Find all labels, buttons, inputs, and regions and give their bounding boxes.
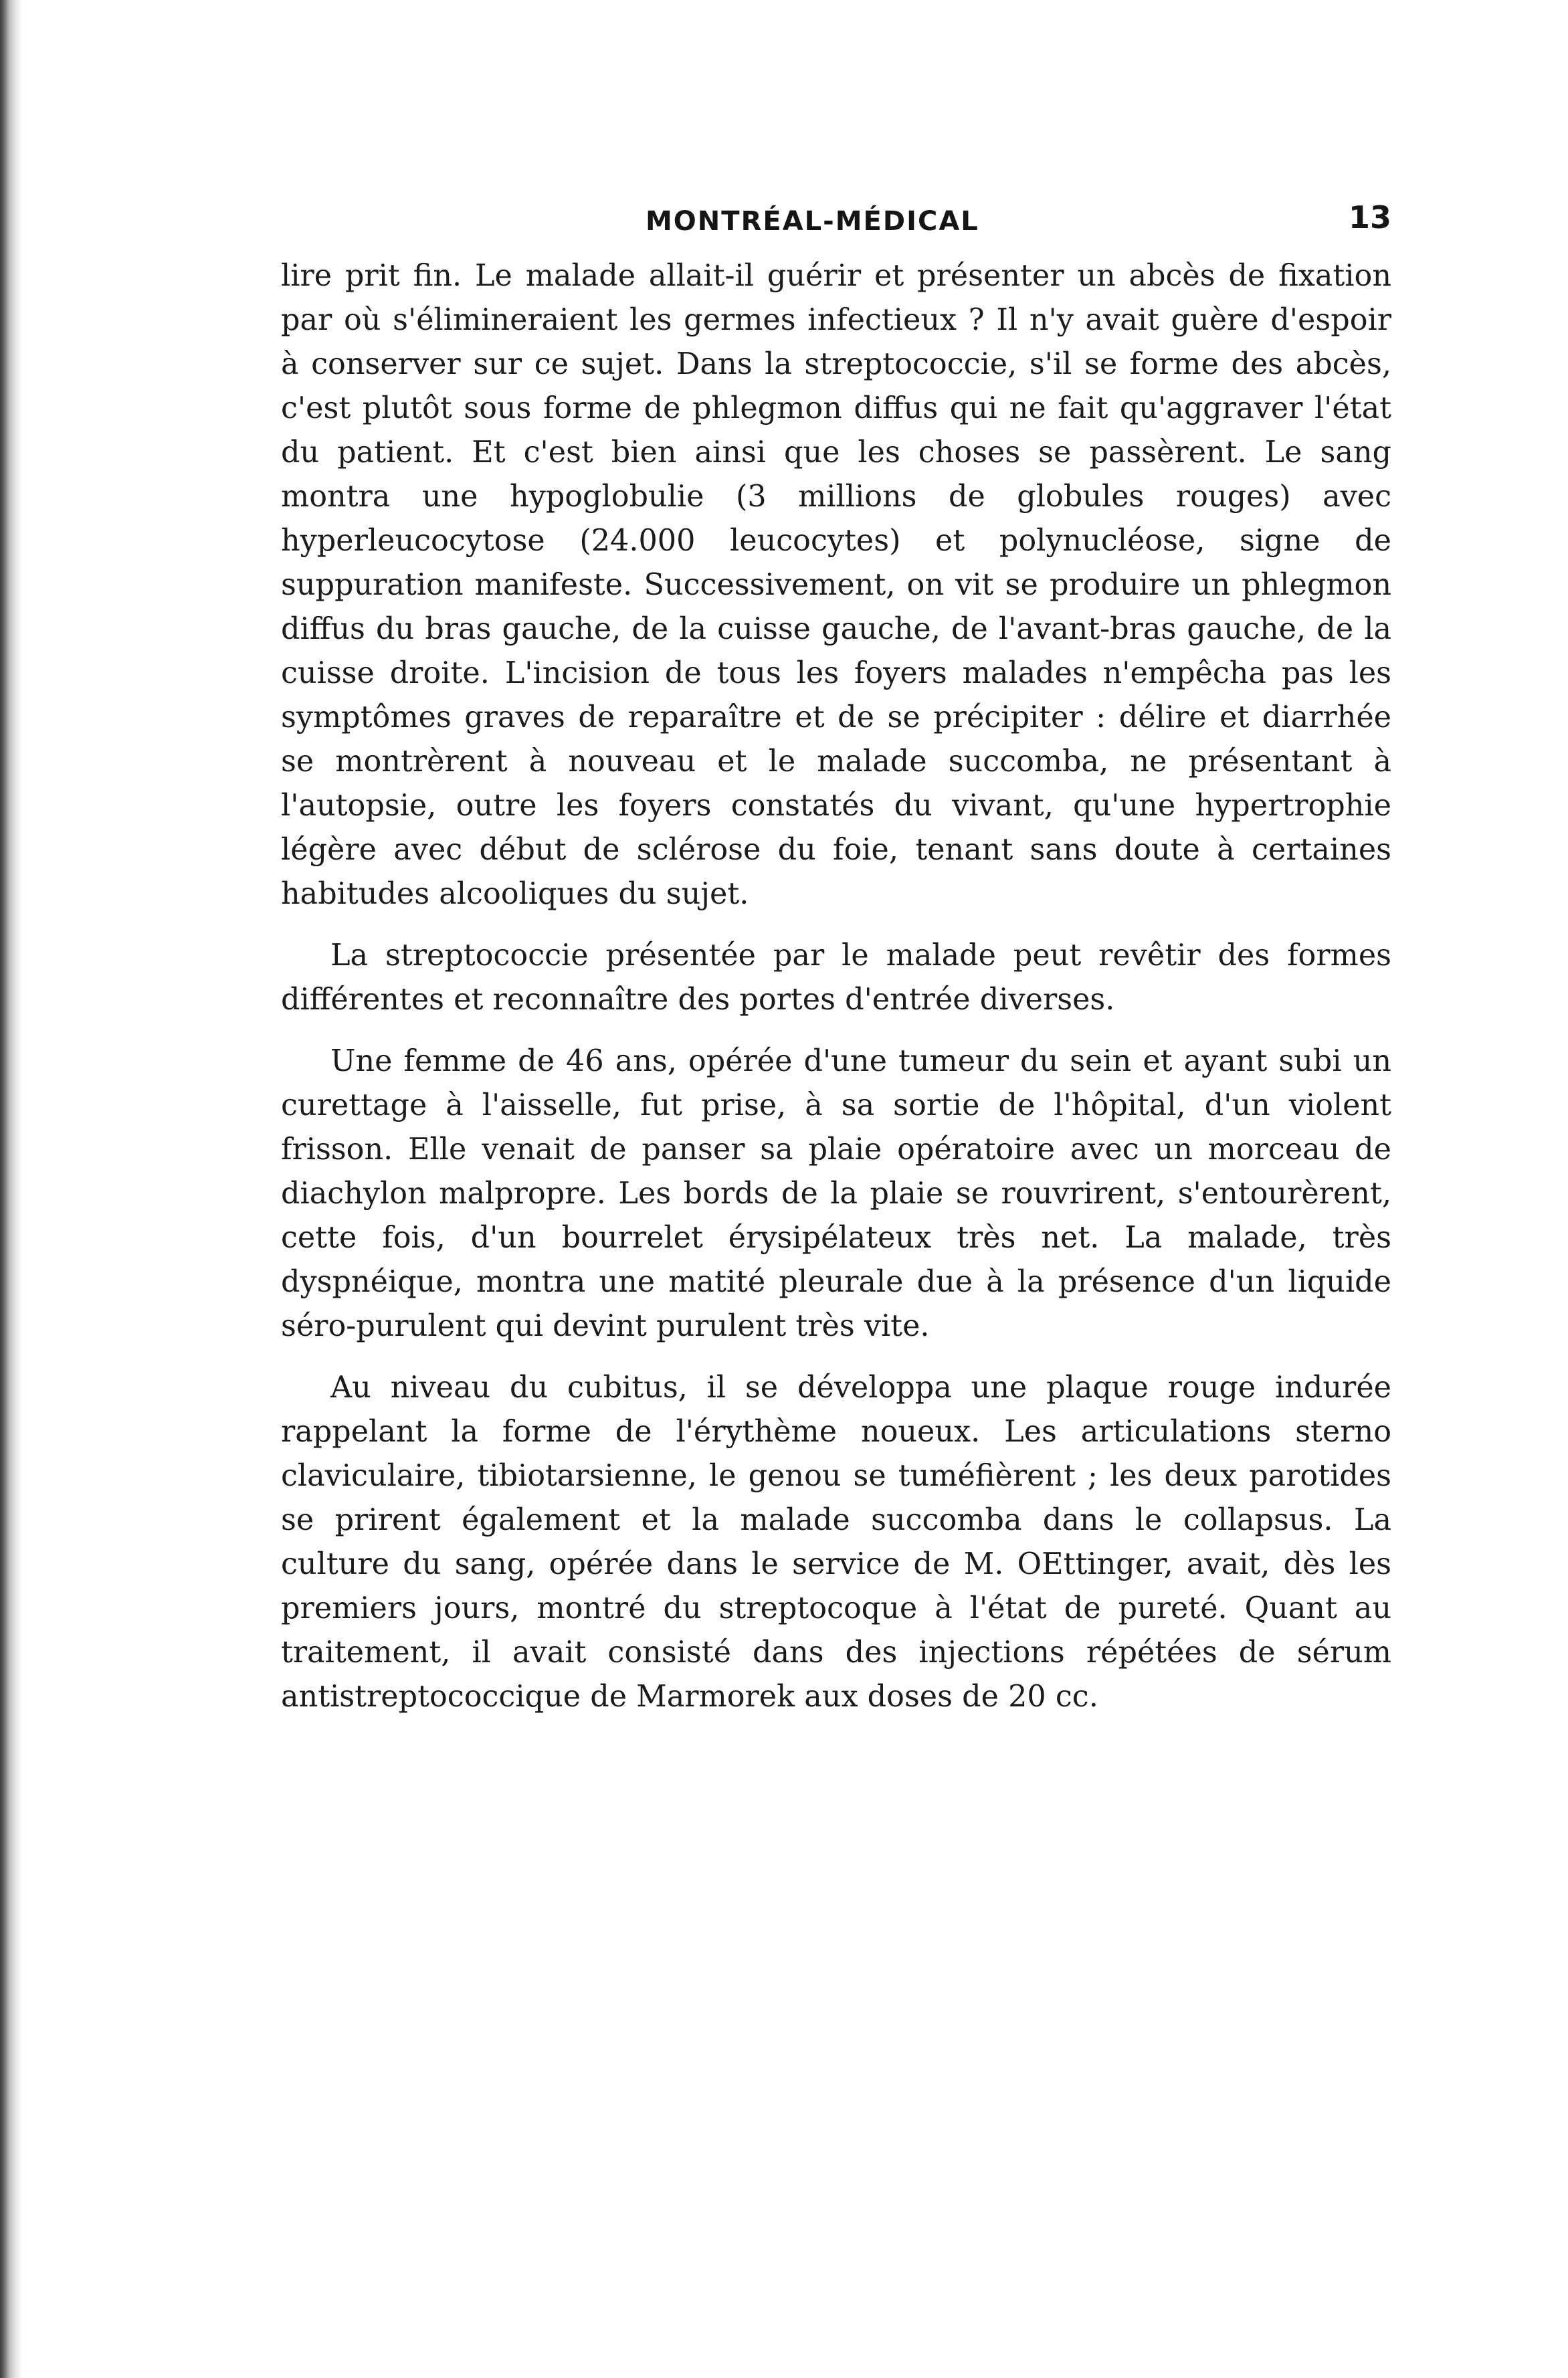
paragraph-continuation: lire prit fin. Le malade allait-il guérir et présenter un abcès de fixation par où s'élimineraient les germes infectieux ? Il n'y avait guère d'espoir à conserver sur ce sujet. Dans la streptococcie, s'il se forme des abcès, c'est plutôt sous forme de phlegmon diffus qui ne fait qu'aggraver l'état du patient. Et c'est bien ainsi que les choses se passèrent. Le sang montra une hypoglobulie (3 millions de globules rouges) avec hyperleucocytose (24.000 leucocytes) et polynucléose, signe de suppuration manifeste. Successivement, on vit se produire un phlegmon diffus du bras gauche, de la cuisse gauche, de l'avant-bras gauche, de la cuisse droite. L'incision de tous les foyers malades n'empêcha pas les symptômes graves de reparaître et de se précipiter : délire et diarrhée se montrèrent à nouveau et le malade succomba, ne présentant à l'autopsie, outre les foyers constatés du vivant, qu'une hypertrophie légère avec début de sclérose du foie, tenant sans doute à certaines habitudes alcooliques du sujet.	[281, 259, 1391, 911]
body-text	[281, 254, 1391, 1719]
paragraph-case-woman: Une femme de 46 ans, opérée d'une tumeur du sein et ayant subi un curettage à l'aisselle, fut prise, à sa sortie de l'hôpital, d'un violent frisson. Elle venait de panser sa plaie opératoire avec un morceau de diachylon malpropre. Les bords de la plaie se rouvrirent, s'entourèrent, cette fois, d'un bourrelet érysipélateux très net. La malade, très dyspnéique, montra une matité pleurale due à la présence d'un liquide séro-purulent qui devint purulent très vite.	[281, 1044, 1391, 1343]
paragraph-case-progression: Au niveau du cubitus, il se développa une plaque rouge indurée rappelant la forme de l'érythème noueux. Les articulations sterno claviculaire, tibiotarsienne, le genou se tuméfièrent ; les deux parotides se prirent également et la malade succomba dans le collapsus. La culture du sang, opérée dans le service de M. OEttinger, avait, dès les premiers jours, montré du streptocoque à l'état de pureté. Quant au traitement, il avait consisté dans des injections répétées de sérum antistreptococcique de Marmorek aux doses de 20 cc.	[281, 1371, 1391, 1714]
journal-title: MONTRÉAL-MÉDICAL	[646, 206, 979, 237]
page-number: 13	[1348, 199, 1391, 235]
running-head	[281, 194, 1391, 254]
paragraph-streptococcie-forms: La streptococcie présentée par le malade peut revêtir des formes différentes et reconnaître des portes d'entrée diverses.	[281, 938, 1391, 1017]
scan-binding-edge	[0, 0, 23, 2378]
document-page	[281, 194, 1391, 1719]
